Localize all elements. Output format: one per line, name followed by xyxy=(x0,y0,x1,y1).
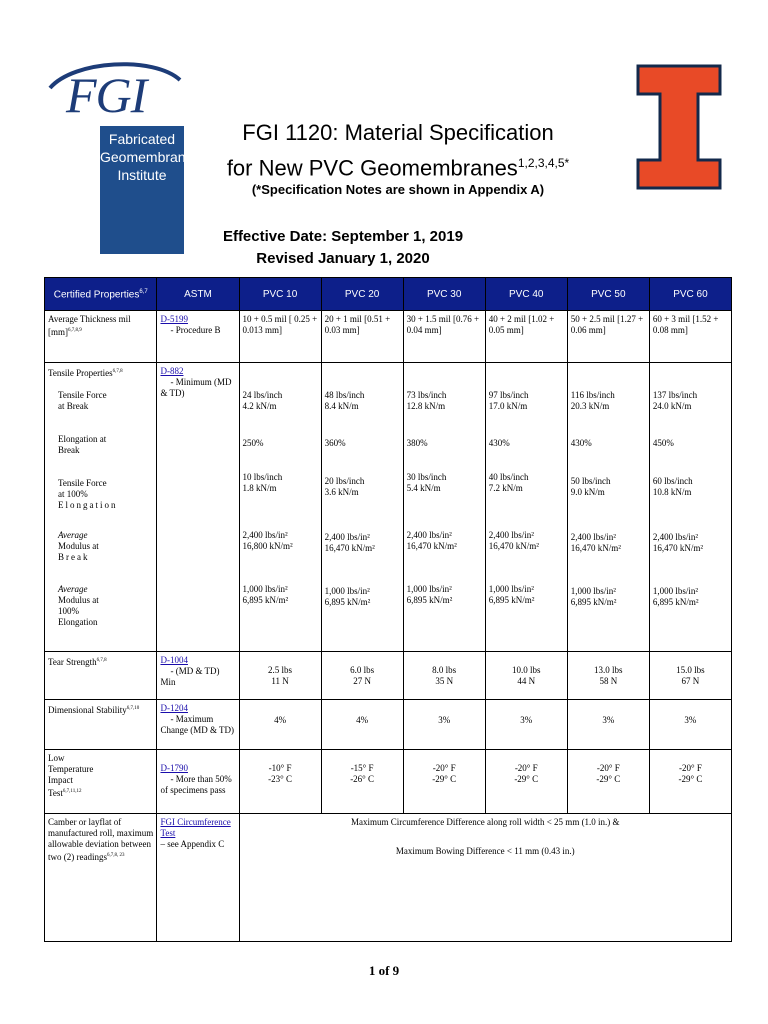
revised-date: Revised January 1, 2020 xyxy=(256,250,430,267)
astm-link-d1790[interactable]: D-1790 xyxy=(160,763,188,773)
header-pvc-60: PVC 60 xyxy=(649,278,731,311)
header-certified-properties: Certified Properties$^{6,7}$ xyxy=(45,278,157,311)
spec-table xyxy=(44,277,732,942)
dimensional-astm: D-1204 - Maximum Change (MD & TD) xyxy=(157,700,239,750)
dimensional-pvc20: 4% xyxy=(321,700,403,750)
tear-pvc60: 15.0 lbs 67 N xyxy=(649,652,731,700)
low-temp-pvc10: -10° F -23° C xyxy=(239,750,321,814)
thickness-astm: D-5199 - Procedure B xyxy=(157,311,239,363)
dimensional-pvc30: 3% xyxy=(403,700,485,750)
tear-pvc10: 2.5 lbs 11 N xyxy=(239,652,321,700)
astm-link-d882[interactable]: D-882 xyxy=(160,366,184,376)
low-temp-label: Low Temperature Impact Test$^{6,7,11,12}$ xyxy=(45,750,157,814)
thickness-pvc60: 60 + 3 mil [1.52 + 0.08 mm] xyxy=(649,311,731,363)
title-line-2: for New PVC Geomembranes$^{1,2,3,4,5*}$ xyxy=(226,155,570,181)
tear-pvc40: 10.0 lbs 44 N xyxy=(485,652,567,700)
tensile-label: Tensile Properties$^{6,7,8}$ Tensile Force at Break Elongation at Break Tensile Force at 100% Elongation Average Modulus at Break Average Modulus at 100% Elongation xyxy=(45,363,157,652)
astm-link-d1204[interactable]: D-1204 xyxy=(160,703,188,713)
effective-date: Effective Date: September 1, 2019 xyxy=(222,228,464,245)
thickness-pvc10: 10 + 0.5 mil [ 0.25 + 0.013 mm] xyxy=(239,311,321,363)
header-pvc-10: PVC 10 xyxy=(239,278,321,311)
title-line-1: FGI 1120: Material Specification xyxy=(242,120,554,145)
table-row-thickness xyxy=(45,311,732,363)
table-row-dimensional xyxy=(45,700,732,750)
camber-line-2: Maximum Bowing Difference < 11 mm (0.43 in.) xyxy=(395,846,575,856)
title-superscript: 1,2,3,4,5* xyxy=(517,156,570,170)
camber-line-1: Maximum Circumference Difference along roll width < 25 mm (1.0 in.) & xyxy=(350,817,620,827)
thickness-pvc40: 40 + 2 mil [1.02 + 0.05 mm] xyxy=(485,311,567,363)
tensile-pvc40: 97 lbs/inch 17.0 kN/m 430% 40 lbs/inch 7.2 kN/m 2,400 lbs/in² 16,470 kN/m² 1,000 lbs/in² 6,895 kN/m² xyxy=(485,363,567,652)
astm-link-d1004[interactable]: D-1004 xyxy=(160,655,188,665)
camber-label: Camber or layflat of manufactured roll, maximum allowable deviation between two (2) readings$^{6,7,8, 23}$ xyxy=(45,814,157,942)
tensile-pvc50: 116 lbs/inch 20.3 kN/m 430% 50 lbs/inch 9.0 kN/m 2,400 lbs/in² 16,470 kN/m² 1,000 lbs/in² 6,895 kN/m² xyxy=(567,363,649,652)
low-temp-pvc40: -20° F -29° C xyxy=(485,750,567,814)
table-row-tensile xyxy=(45,363,732,652)
dimensional-pvc10: 4% xyxy=(239,700,321,750)
tear-label: Tear Strength$^{6,7,8}$ xyxy=(45,652,157,700)
table-row-tear xyxy=(45,652,732,700)
thickness-pvc50: 50 + 2.5 mil [1.27 + 0.06 mm] xyxy=(567,311,649,363)
page-title xyxy=(188,118,608,183)
tensile-astm: D-882 - Minimum (MD & TD) xyxy=(157,363,239,652)
low-temp-pvc60: -20° F -29° C xyxy=(649,750,731,814)
low-temp-pvc20: -15° F -26° C xyxy=(321,750,403,814)
dimensional-label: Dimensional Stability$^{6,7,10}$ xyxy=(45,700,157,750)
low-temp-pvc50: -20° F -29° C xyxy=(567,750,649,814)
camber-requirement xyxy=(239,814,731,942)
dimensional-pvc60: 3% xyxy=(649,700,731,750)
dates-block xyxy=(188,226,498,270)
tear-pvc30: 8.0 lbs 35 N xyxy=(403,652,485,700)
header-pvc-40: PVC 40 xyxy=(485,278,567,311)
thickness-label: Average Thickness mil [mm]$^{6,7,8,9}$ xyxy=(45,311,157,363)
fgi-logo-text: FGI xyxy=(66,67,147,123)
dimensional-pvc40: 3% xyxy=(485,700,567,750)
illinois-logo-icon xyxy=(636,64,722,190)
tensile-pvc10: 24 lbs/inch 4.2 kN/m 250% 10 lbs/inch 1.8 kN/m 2,400 lbs/in² 16,800 kN/m² 1,000 lbs/in² 6,895 kN/m² xyxy=(239,363,321,652)
header-pvc-50: PVC 50 xyxy=(567,278,649,311)
fgi-logo-line: Geomembrane xyxy=(100,149,194,165)
tensile-pvc20: 48 lbs/inch 8.4 kN/m 360% 20 lbs/inch 3.6 kN/m 2,400 lbs/in² 16,470 kN/m² 1,000 lbs/in² 6,895 kN/m² xyxy=(321,363,403,652)
tensile-pvc60: 137 lbs/inch 24.0 kN/m 450% 60 lbs/inch 10.8 kN/m 2,400 lbs/in² 16,470 kN/m² 1,000 lbs/in² 6,895 kN/m² xyxy=(649,363,731,652)
astm-link-d5199[interactable]: D-5199 xyxy=(160,314,188,324)
dimensional-pvc50: 3% xyxy=(567,700,649,750)
subtitle: (*Specification Notes are shown in Appendix A) xyxy=(251,182,545,197)
camber-astm: FGI Circumference Test – see Appendix C xyxy=(157,814,239,942)
table-header-row xyxy=(45,278,732,311)
table-row-camber xyxy=(45,814,732,942)
page-number: 1 of 9 xyxy=(368,963,400,978)
fgi-logo-line: Institute xyxy=(117,167,167,183)
tear-pvc20: 6.0 lbs 27 N xyxy=(321,652,403,700)
fgi-circumference-test-link[interactable]: FGI Circumference Test xyxy=(160,817,231,838)
thickness-pvc20: 20 + 1 mil [0.51 + 0.03 mm] xyxy=(321,311,403,363)
low-temp-pvc30: -20° F -29° C xyxy=(403,750,485,814)
low-temp-astm: D-1790 - More than 50% of specimens pass xyxy=(157,750,239,814)
header-pvc-30: PVC 30 xyxy=(403,278,485,311)
header-astm: ASTM xyxy=(157,278,239,311)
fgi-logo-box xyxy=(100,126,194,254)
table-row-low-temp xyxy=(45,750,732,814)
header-pvc-20: PVC 20 xyxy=(321,278,403,311)
fgi-logo xyxy=(44,58,194,196)
tear-astm: D-1004 - (MD & TD) Min xyxy=(157,652,239,700)
tear-pvc50: 13.0 lbs 58 N xyxy=(567,652,649,700)
thickness-pvc30: 30 + 1.5 mil [0.76 + 0.04 mm] xyxy=(403,311,485,363)
tensile-pvc30: 73 lbs/inch 12.8 kN/m 380% 30 lbs/inch 5.4 kN/m 2,400 lbs/in² 16,470 kN/m² 1,000 lbs/in² 6,895 kN/m² xyxy=(403,363,485,652)
fgi-logo-line: Fabricated xyxy=(108,131,176,147)
